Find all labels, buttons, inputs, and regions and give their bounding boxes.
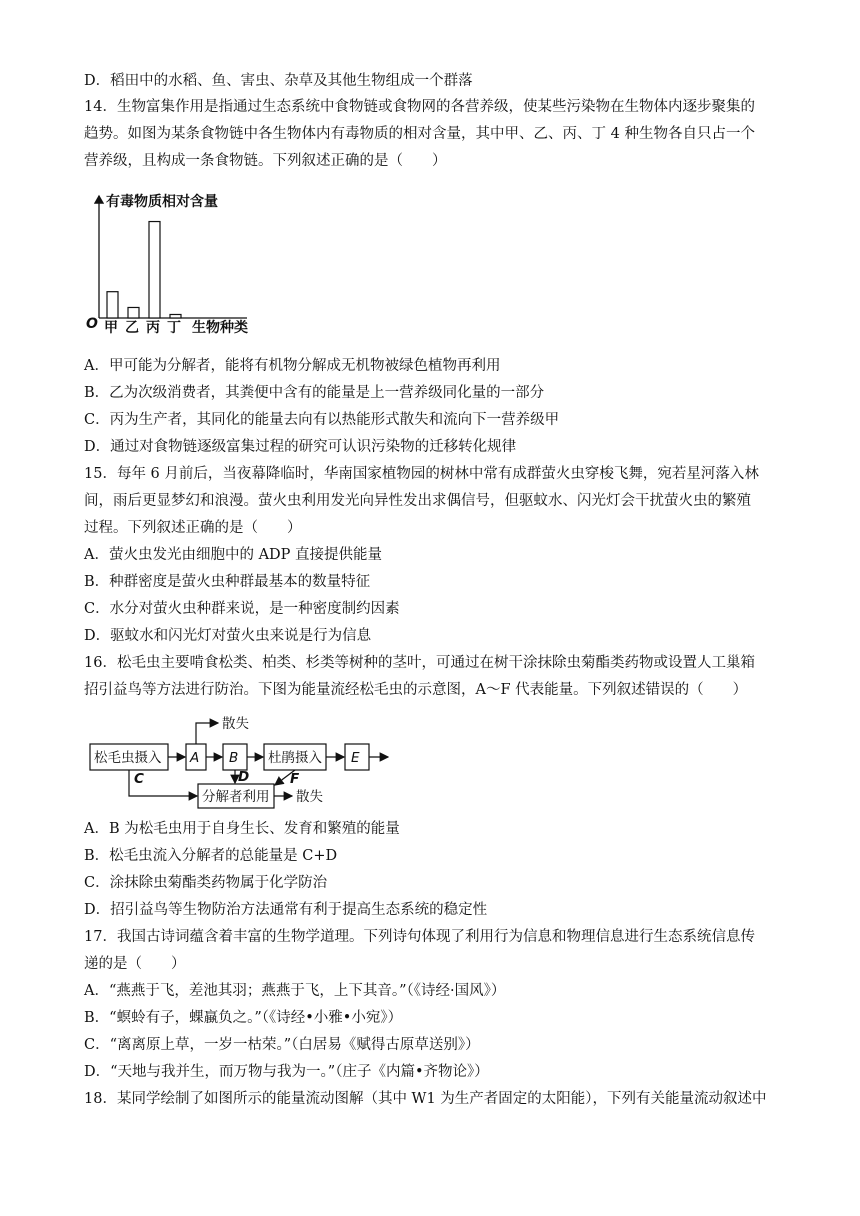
q16-stem-line-1: 16．松毛虫主要啃食松类、柏类、杉类等树种的茎叶，可通过在树干涂抹除虫菊酯类药物或设置人工巢箱 [84,655,755,671]
q16-option-b: B．松毛虫流入分解者的总能量是 C+D [84,848,338,864]
q15-option-c: C．水分对萤火虫种群来说，是一种密度制约因素 [84,601,400,617]
category-label-3: 丁 [167,320,181,336]
q17-option-a: A．“燕燕于飞，差池其羽；燕燕于飞，上下其音。”（《诗经·国风》） [84,983,506,999]
q15-stem-line-1: 15．每年 6 月前后，当夜幕降临时，华南国家植物园的树林中常有成群萤火虫穿梭飞舞，宛若星河落入林 [84,466,759,482]
box-b-label: B [229,750,239,766]
lost-label-top: 散失 [222,716,249,732]
bar-3 [170,314,181,318]
box-a-label: A [190,750,200,766]
q15-stem-line-3: 过程。下列叙述正确的是（ ） [84,520,302,536]
q14-option-b: B．乙为次级消费者，其粪便中含有的能量是上一营养级同化量的一部分 [84,385,545,401]
q16-option-c: C．涂抹除虫菊酯类药物属于化学防治 [84,875,328,891]
q15-stem-line-2: 间，雨后更显梦幻和浪漫。萤火虫利用发光向异性发出求偶信号，但驱蚊水、闪光灯会干扰萤火虫的繁殖 [84,493,751,509]
y-axis-label: 有毒物质相对含量 [106,194,218,210]
q14-stem-line-2: 趋势。如图为某条食物链中各生物体内有毒物质的相对含量，其中甲、乙、丙、丁 4 种生物各自只占一个 [84,126,755,142]
label-f: F [290,771,300,787]
q15-option-d: D．驱蚊水和闪光灯对萤火虫来说是行为信息 [84,628,372,644]
q17-stem-line-1: 17．我国古诗词蕴含着丰富的生物学道理。下列诗句体现了利用行为信息和物理信息进行生态系统信息传 [84,929,755,945]
box-decomposer-label: 分解者利用 [202,789,270,805]
category-label-0: 甲 [104,320,118,336]
origin-label: O [86,316,98,332]
energy-flow-diagram [86,712,396,812]
q17-option-d: D．“天地与我并生，而万物与我为一。”（庄子《内篇•齐物论》） [84,1064,489,1080]
q14-option-c: C．丙为生产者，其同化的能量去向有以热能形式散失和流向下一营养级甲 [84,412,560,428]
q14-option-a: A．甲可能为分解者，能将有机物分解成无机物被绿色植物再利用 [84,358,501,374]
label-c: C [134,771,144,787]
bar-2 [149,222,160,318]
q14-option-d: D．通过对食物链逐级富集过程的研究可认识污染物的迁移转化规律 [84,439,517,455]
q17-stem-line-2: 递的是（ ） [84,956,186,972]
q17-option-b: B．“螟蛉有子，蜾蠃负之。”（《诗经•小雅•小宛》） [84,1010,403,1026]
label-d: D [238,769,250,785]
q14-stem-line-1: 14．生物富集作用是指通过生态系统中食物链或食物网的各营养级，使某些污染物在生物体内逐步聚集的 [84,99,755,115]
category-label-2: 丙 [146,320,160,336]
bar-1 [128,307,139,318]
toxin-bar-chart [84,186,284,338]
q13-option-d: D．稻田中的水稻、鱼、害虫、杂草及其他生物组成一个群落 [84,73,473,89]
q18-stem-line-1: 18．某同学绘制了如图所示的能量流动图解（其中 W1 为生产者固定的太阳能），下列有关能量流动叙述中 [84,1091,767,1107]
box-cuckoo-intake-label: 杜鹃摄入 [268,750,322,766]
q16-option-d: D．招引益鸟等生物防治方法通常有利于提高生态系统的稳定性 [84,902,488,918]
x-axis-label: 生物种类 [192,320,248,336]
q15-option-b: B．种群密度是萤火虫种群最基本的数量特征 [84,574,371,590]
box-caterpillar-intake-label: 松毛虫摄入 [94,750,162,766]
q15-option-a: A．萤火虫发光由细胞中的 ADP 直接提供能量 [84,547,383,563]
box-e-label: E [351,750,360,766]
q16-stem-line-2: 招引益鸟等方法进行防治。下图为能量流经松毛虫的示意图，A～F 代表能量。下列叙述错误的（ ） [84,682,748,698]
q17-option-c: C．“离离原上草，一岁一枯荣。”（白居易《赋得古原草送别》） [84,1037,480,1053]
q14-stem-line-3: 营养级，且构成一条食物链。下列叙述正确的是（ ） [84,153,447,169]
lost-label-bottom: 散失 [296,789,323,805]
bar-0 [107,292,118,318]
category-label-1: 乙 [125,320,139,336]
q16-option-a: A．B 为松毛虫用于自身生长、发育和繁殖的能量 [84,821,400,837]
